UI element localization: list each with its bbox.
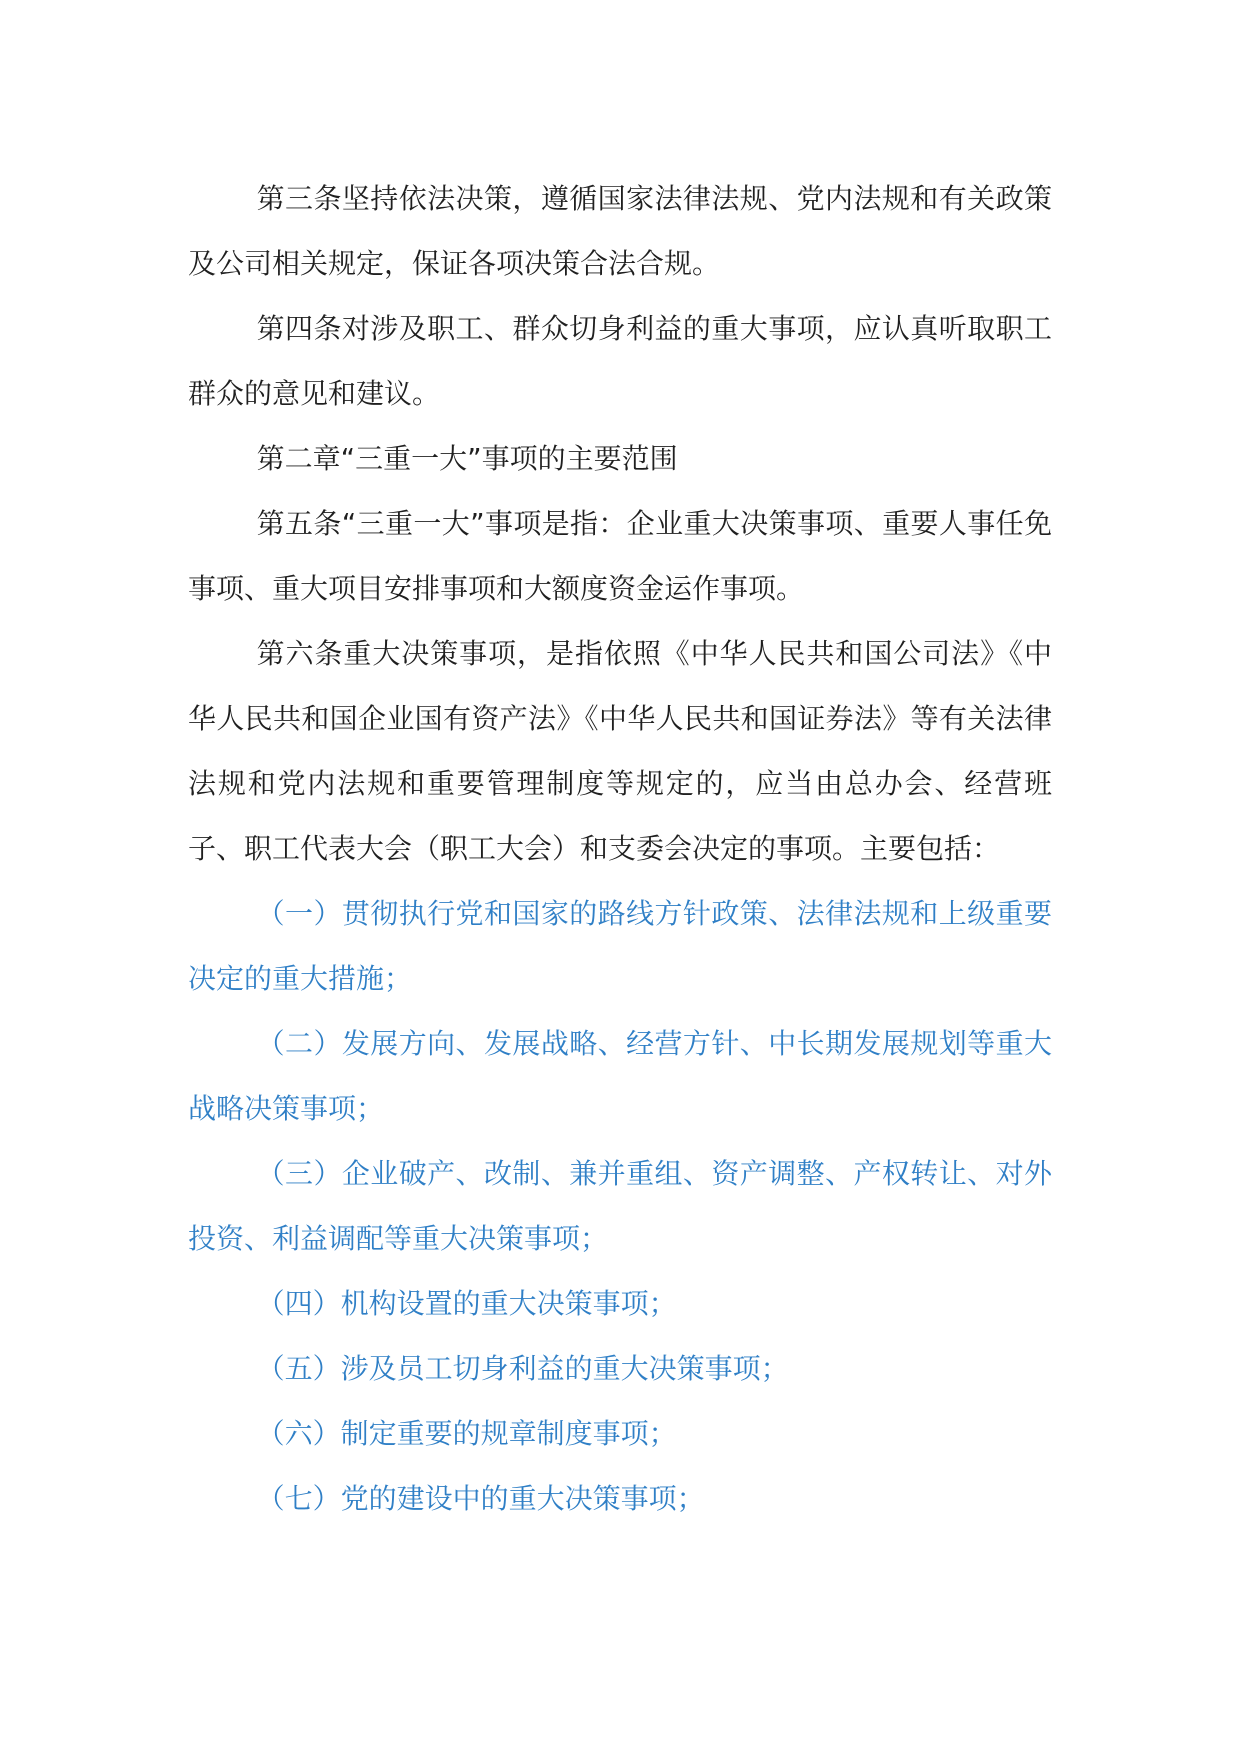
article-5-paragraph: 第五条“三重一大”事项是指：企业重大决策事项、重要人事任免事项、重大项目安排事项和大额度资金运作事项。 (188, 507, 1052, 605)
chapter-2-heading: 第二章“三重一大”事项的主要范围 (256, 442, 678, 475)
list-item-7: （七）党的建设中的重大决策事项； (256, 1482, 705, 1515)
article-3-paragraph: 第三条坚持依法决策，遵循国家法律法规、党内法规和有关政策及公司相关规定，保证各项决策合法合规。 (188, 182, 1052, 280)
article-6-paragraph: 第六条重大决策事项，是指依照《中华人民共和国公司法》《中华人民共和国企业国有资产法》《中华人民共和国证券法》等有关法律法规和党内法规和重要管理制度等规定的，应当由总办会、经营班子、职工代表大会（职工大会）和支委会决定的事项。主要包括： (188, 637, 1052, 865)
list-item-4: （四）机构设置的重大决策事项； (256, 1287, 677, 1320)
list-item-5: （五）涉及员工切身利益的重大决策事项； (256, 1352, 789, 1385)
article-4-paragraph: 第四条对涉及职工、群众切身利益的重大事项，应认真听取职工群众的意见和建议。 (188, 312, 1052, 410)
list-item-2: （二）发展方向、发展战略、经营方针、中长期发展规划等重大战略决策事项； (188, 1027, 1052, 1125)
list-item-6: （六）制定重要的规章制度事项； (256, 1417, 677, 1450)
document-body (188, 166, 1052, 1531)
list-item-3: （三）企业破产、改制、兼并重组、资产调整、产权转让、对外投资、利益调配等重大决策事项； (188, 1157, 1052, 1255)
list-item-1: （一）贯彻执行党和国家的路线方针政策、法律法规和上级重要决定的重大措施； (188, 897, 1052, 995)
